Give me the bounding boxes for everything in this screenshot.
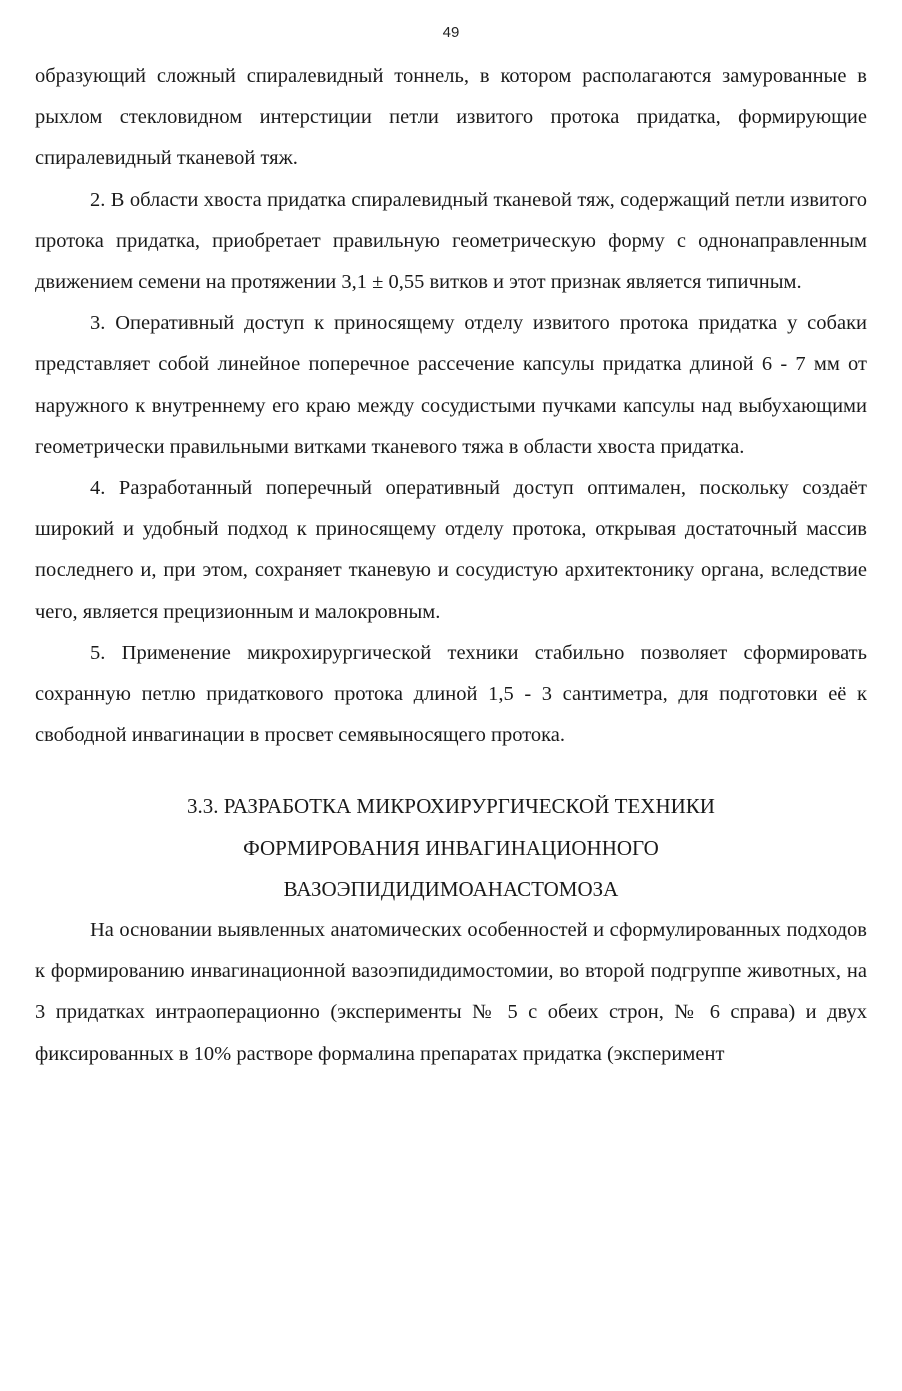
finding-paragraph-5: 5. Применение микрохирургической техники стабильно позволяет сформировать сохранную петлю придаткового протока длиной 1,5 - 3 сантиметра, для подготовки её к свободной инвагинации в просвет семявыносящего протока. xyxy=(35,641,867,747)
section-body-paragraph: На основании выявленных анатомических особенностей и сформулированных подходов к формированию инвагинационной вазоэпидидимостомии, во второй подгруппе животных, на 3 придатках интраоперационно (эксперименты № 5 с обеих строн, № 6 справа) и двух фиксированных в 10% растворе формалина препаратах придатка (эксперимент xyxy=(35,919,867,1065)
section-heading-line-2: ФОРМИРОВАНИЯ ИНВАГИНАЦИОННОГО xyxy=(243,835,659,860)
page-content xyxy=(35,56,867,1075)
intro-paragraph: образующий сложный спиралевидный тоннель, в котором располагаются замурованные в рыхлом стекловидном интерстиции петли извитого протока придатка, формирующие спиралевидный тканевой тяж. xyxy=(35,65,867,170)
finding-paragraph-2: 2. В области хвоста придатка спиралевидный тканевой тяж, содержащий петли извитого протока придатка, приобретает правильную геометрическую форму с однонаправленным движением семени на протяжении 3,1 ± 0,55 витков и этот признак является типичным. xyxy=(35,188,867,294)
section-heading-line-1: 3.3. РАЗРАБОТКА МИКРОХИРУРГИЧЕСКОЙ ТЕХНИКИ xyxy=(187,794,715,819)
finding-paragraph-3: 3. Оперативный доступ к приносящему отделу извитого протока придатка у собаки представляет собой линейное поперечное рассечение капсулы придатка длиной 6 - 7 мм от наружного к внутреннему его краю между сосудистыми пучками капсулы над выбухающими геометрически правильными витками тканевого тяжа в области хвоста придатка. xyxy=(35,312,867,458)
page-number: 49 xyxy=(442,24,460,41)
section-heading xyxy=(35,786,867,910)
section-heading-line-3: ВАЗОЭПИДИДИМОАНАСТОМОЗА xyxy=(283,876,619,901)
finding-paragraph-4: 4. Разработанный поперечный оперативный доступ оптимален, поскольку создаёт широкий и удобный подход к приносящему отделу протока, открывая достаточный массив последнего и, при этом, сохраняет тканевую и сосудистую архитектонику органа, вследствие чего, является прецизионным и малокровным. xyxy=(35,477,867,623)
